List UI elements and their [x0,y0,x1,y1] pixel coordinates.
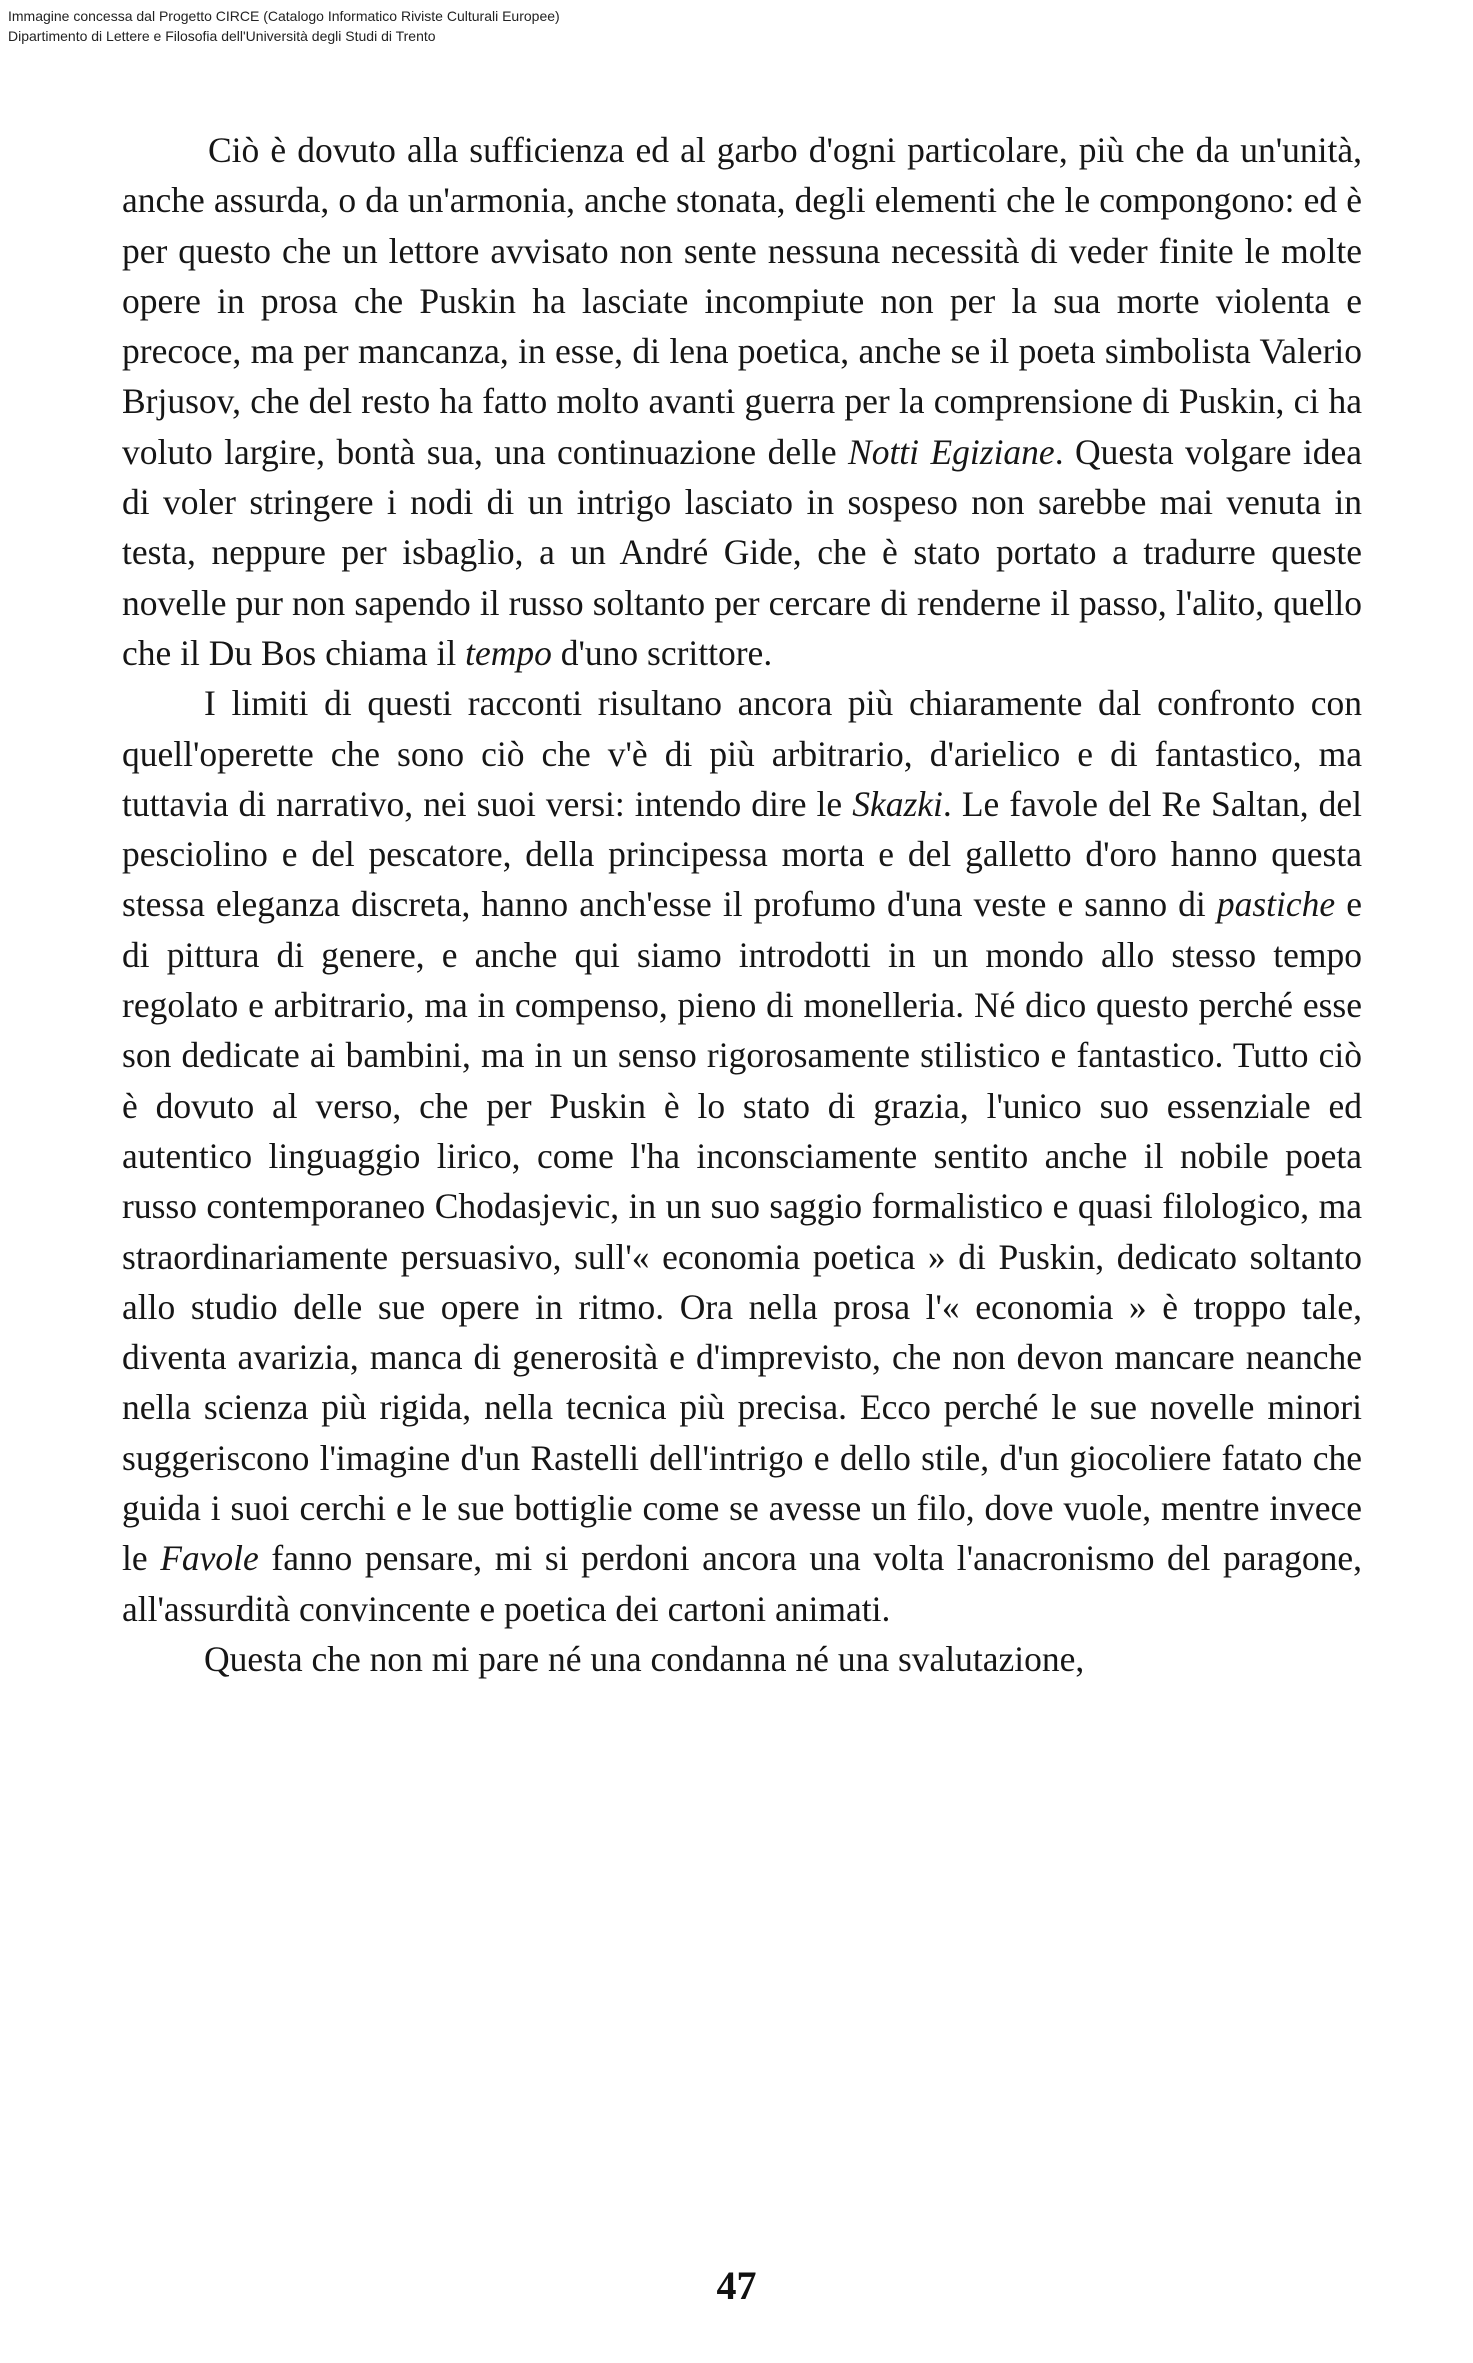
term-pastiche: pastiche [1216,884,1336,925]
page-body [122,125,1362,1684]
paragraph-3 [122,1634,1362,1684]
page-number: 47 [716,2263,757,2308]
p2-run: fanno pensare, mi si perdoni ancora una volta l'anacronismo del paragone, all'assurdità convincente e poetica dei cartoni animati. [122,1538,1363,1629]
credit-line-2: Dipartimento di Lettere e Filosofia dell'Università degli Studi di Trento [8,28,436,44]
title-notti-egiziane: Notti Egiziane [848,431,1055,472]
title-skazki: Skazki [852,783,943,824]
paragraph-2 [122,678,1362,1634]
image-credit [8,6,560,46]
p1-run: Ciò è dovuto alla sufficienza ed al garbo d'ogni particolare, più che da un'unità, anche assurda, o da un'armonia, anche stonata, degli elementi che le compongono: ed è per questo che un lettore avvisato non sente nessuna necessità di veder finite le molte opere in prosa che Puskin ha lasciate incompiute non per la sua morte violenta e precoce, ma per mancanza, in esse, di lena poetica, anche se il poeta simbolista Valerio Brjusov, che del resto ha fatto molto avanti guerra per la comprensione di Puskin, ci ha voluto largire, bontà sua, una continuazione delle [122,130,1362,472]
credit-line-1: Immagine concessa dal Progetto CIRCE (Catalogo Informatico Riviste Culturali Europee) [8,8,560,24]
p3-run: Questa che non mi pare né una condanna né una svalutazione, [204,1638,1085,1679]
p1-run: . Questa volgare idea di voler stringere i nodi di un intrigo lasciato in sospeso non sarebbe mai venuta in testa, neppure per isbaglio, a un André Gide, che è stato portato a tradurre queste novelle pur non sapendo il russo soltanto per cercare di renderne il passo, l'alito, quello che il Du Bos chiama il [122,431,1363,673]
p2-run: I limiti di questi racconti risultano ancora più chiaramente dal confronto con quell'operette che sono ciò che v'è di più arbitrario, d'arielico e di fantastico, ma tuttavia di narrativo, nei suoi versi: intendo dire le [122,683,1362,824]
term-tempo: tempo [465,632,552,673]
p2-run: . Le favole del Re Saltan, del pesciolino e del pescatore, della principessa morta e del galletto d'oro hanno questa stessa eleganza discreta, hanno anch'esse il profumo d'una veste e sanno di [122,783,1362,925]
paragraph-1 [122,125,1362,678]
p2-run: e di pittura di genere, e anche qui siamo introdotti in un mondo allo stesso tempo regolato e arbitrario, ma in compenso, pieno di monelleria. Né dico questo perché esse son dedicate ai bambini, ma in un senso rigorosamente stilistico e fantastico. Tutto ciò è dovuto al verso, che per Puskin è lo stato di grazia, l'unico suo essenziale ed autentico linguaggio lirico, come l'ha inconsciamente sentito anche il nobile poeta russo contemporaneo Chodasjevic, in un suo saggio formalistico e quasi filologico, ma straordinariamente persuasivo, sull'« economia poetica » di Puskin, dedicato soltanto allo studio delle sue opere in ritmo. Ora nella prosa l'« economia » è troppo tale, diventa avarizia, manca di generosità e d'imprevisto, che non devon mancare neanche nella scienza più rigida, nella tecnica più precisa. Ecco perché le sue novelle minori suggeriscono l'imagine d'un Rastelli dell'intrigo e dello stile, d'un giocoliere fatato che guida i suoi cerchi e le sue bottiglie come se avesse un filo, dove vuole, mentre invece le [122,884,1362,1579]
p1-run: d'uno scrittore. [551,632,773,673]
title-favole: Favole [160,1538,259,1579]
